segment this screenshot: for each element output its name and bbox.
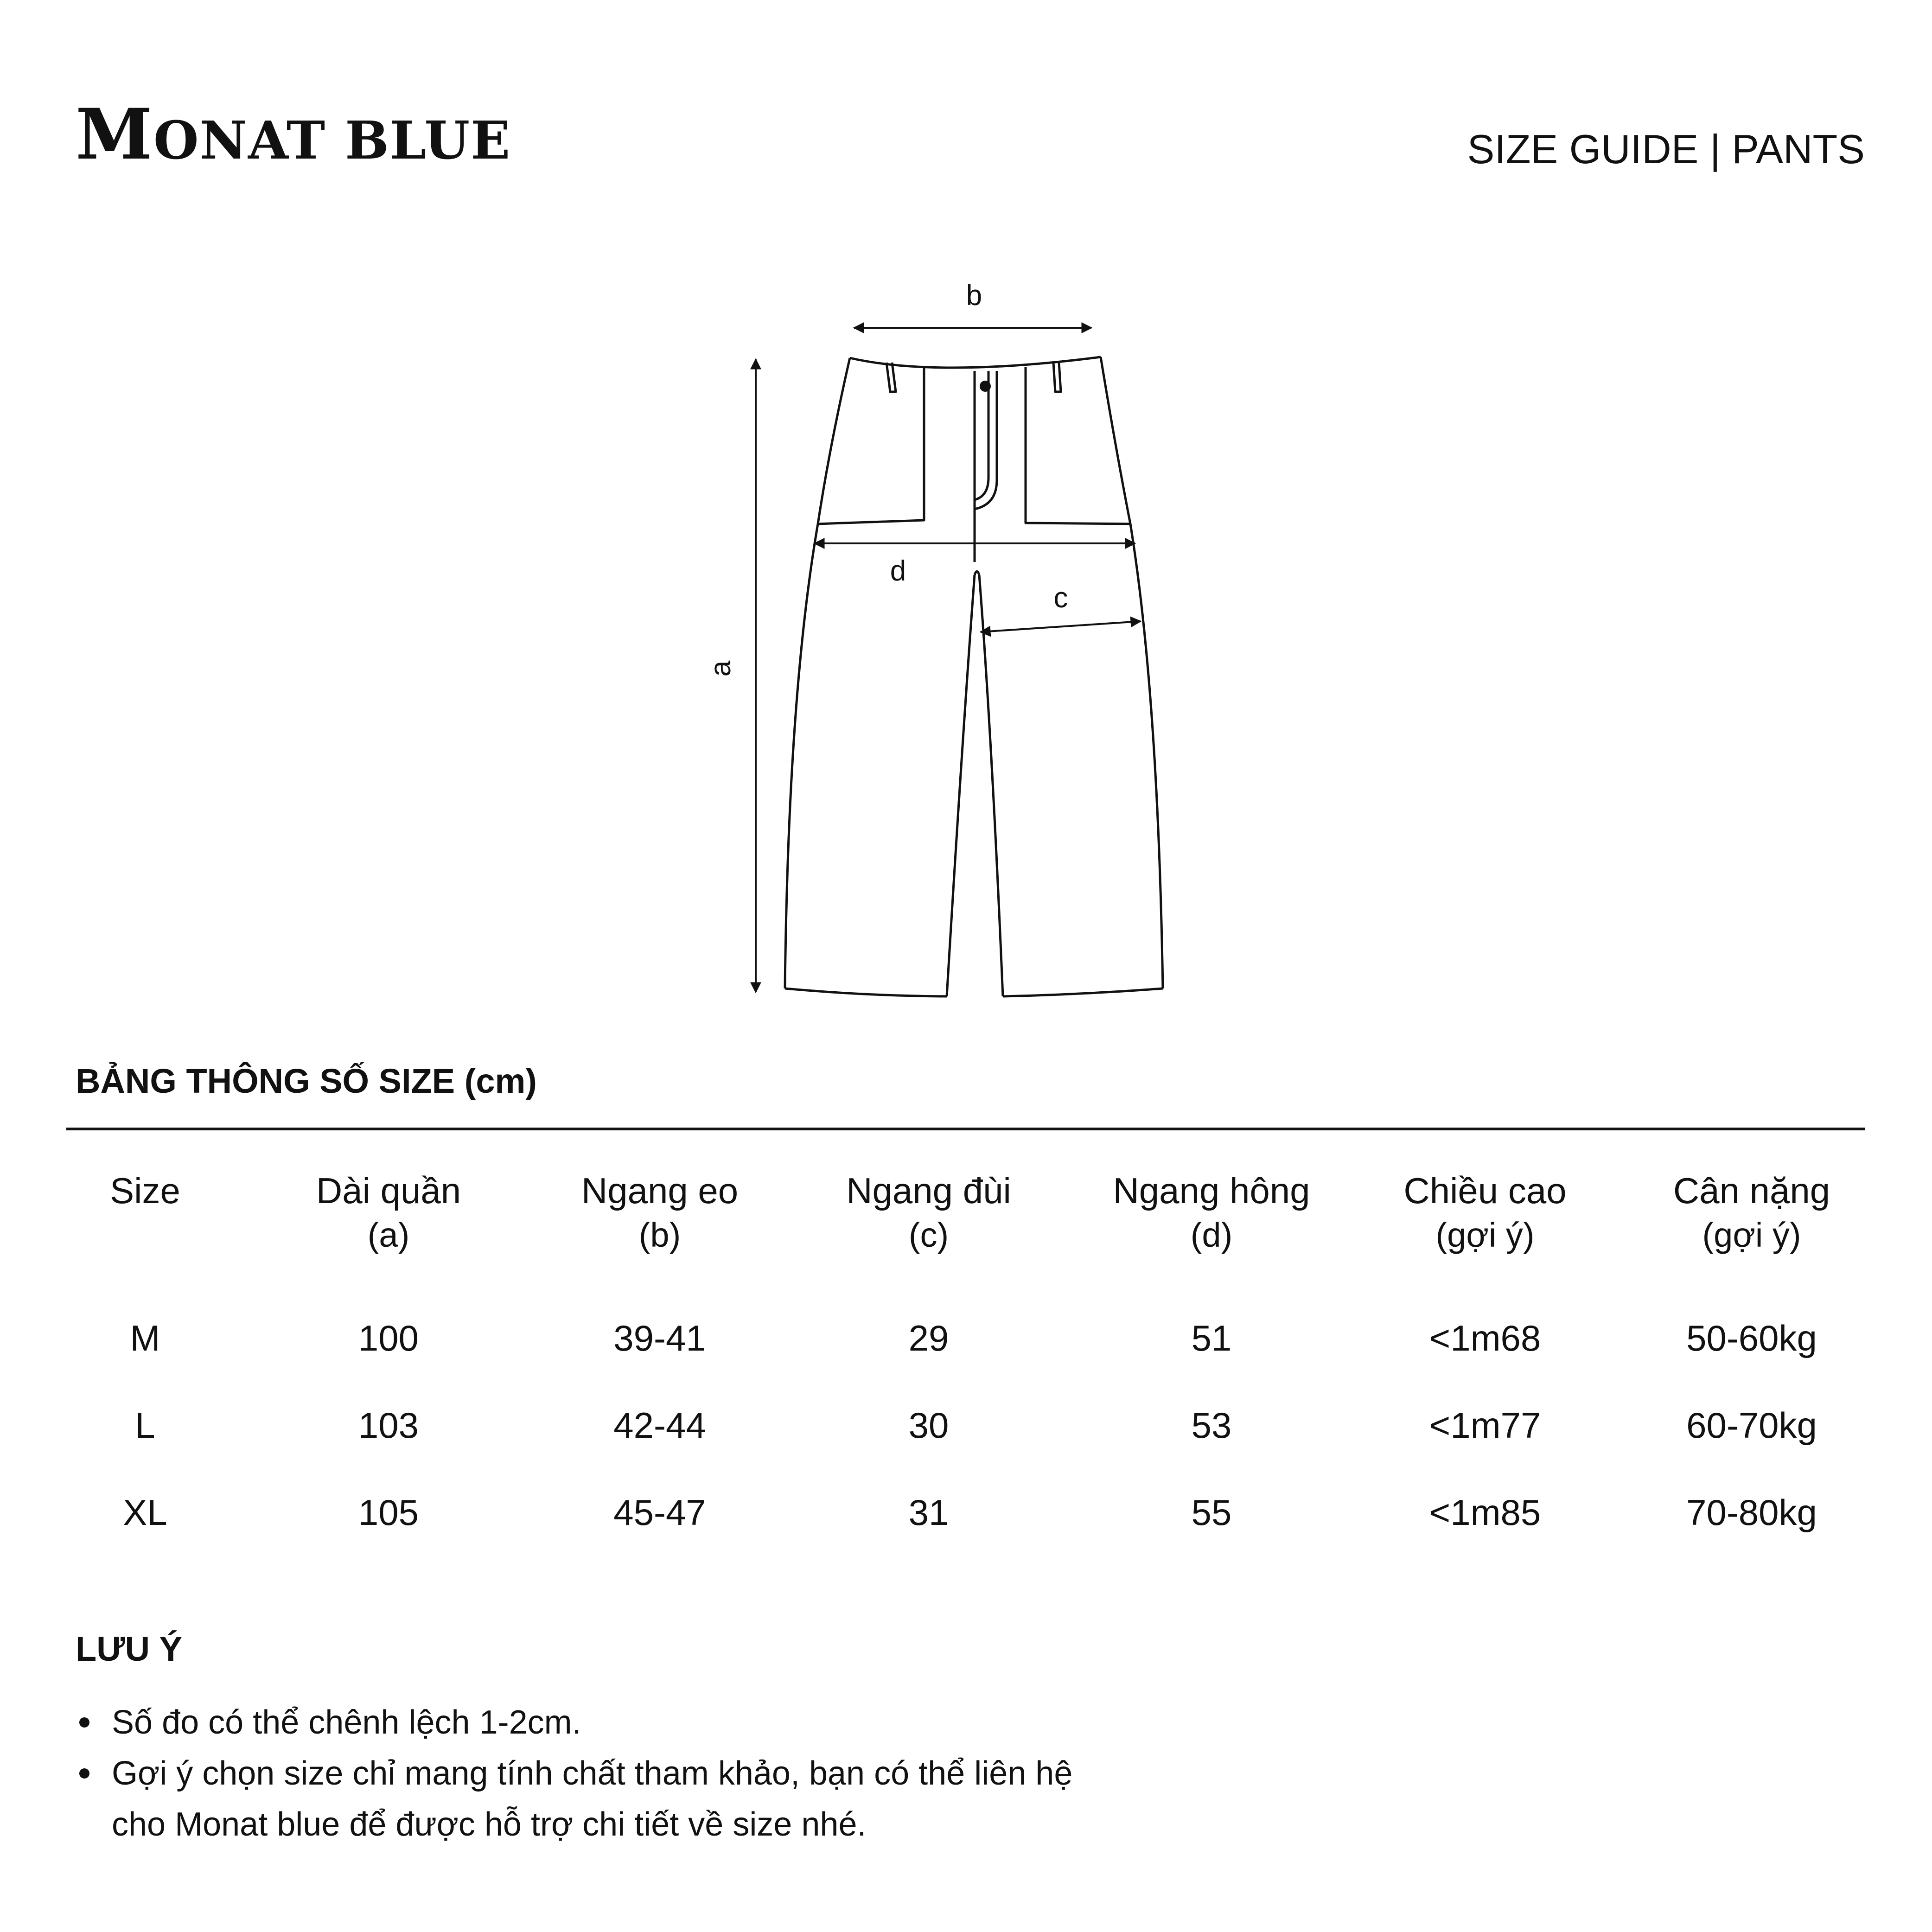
table-cell: <1m68	[1429, 1317, 1541, 1358]
dimension-b-label: b	[966, 280, 982, 312]
dimension-d-label: d	[890, 555, 906, 587]
table-cell: 29	[908, 1317, 949, 1358]
brand-rest: ONAT BLUE	[153, 110, 511, 171]
table-divider	[66, 1128, 1865, 1130]
pants-left-side	[785, 358, 850, 988]
page-title: SIZE GUIDE | PANTS	[1467, 126, 1865, 172]
column-header-waist: Ngang eo (b)	[581, 1170, 739, 1254]
table-cell: 53	[1191, 1404, 1232, 1446]
table-cell: 100	[358, 1317, 419, 1358]
pocket-left	[818, 366, 924, 524]
pants-crotch	[975, 572, 979, 575]
table-cell: 70-80kg	[1686, 1492, 1817, 1533]
note-item: Gợi ý chọn size chỉ mang tính chất tham khảo, bạn có thể liên hệ cho Monat blue để được hỗ trợ chi tiết về size nhé.	[76, 1748, 1096, 1850]
column-header-length: Dài quần (a)	[316, 1170, 461, 1254]
table-cell: 31	[908, 1492, 949, 1533]
notes-list	[76, 1697, 1096, 1850]
column-header-thigh: Ngang đùi (c)	[846, 1170, 1011, 1254]
dimension-c-line	[981, 621, 1141, 632]
pants-right-side	[1101, 357, 1163, 988]
pants-right-hem	[1003, 988, 1163, 996]
table-cell: <1m77	[1429, 1404, 1541, 1446]
brand-logo	[76, 94, 511, 175]
table-cell: 60-70kg	[1686, 1404, 1817, 1446]
pants-diagram	[668, 260, 1224, 1048]
column-header-weight: Cân nặng (gợi ý)	[1673, 1170, 1830, 1254]
bullet-icon	[79, 1717, 89, 1728]
table-cell: 30	[908, 1404, 949, 1446]
pants-left-hem	[785, 988, 947, 996]
table-cell: L	[135, 1404, 155, 1446]
belt-loop-right	[1053, 363, 1061, 392]
table-cell: 55	[1191, 1492, 1232, 1533]
note-item: Số đo có thể chênh lệch 1-2cm.	[76, 1697, 1096, 1748]
pants-right-inseam	[979, 575, 1003, 996]
size-table	[66, 1168, 1865, 1556]
pants-left-inseam	[947, 575, 975, 996]
size-table-title: BẢNG THÔNG SỐ SIZE (cm)	[76, 1062, 537, 1100]
column-header-height: Chiều cao (gợi ý)	[1403, 1170, 1567, 1254]
table-cell: 103	[358, 1404, 419, 1446]
column-header-hip: Ngang hông (d)	[1113, 1170, 1310, 1254]
table-cell: XL	[123, 1492, 167, 1533]
table-cell: 42-44	[613, 1404, 706, 1446]
table-cell: 51	[1191, 1317, 1232, 1358]
pants-button	[980, 381, 991, 392]
notes-title: LƯU Ý	[76, 1630, 182, 1668]
bullet-icon	[79, 1768, 89, 1779]
table-row	[66, 1469, 1865, 1556]
brand-initial: M	[76, 94, 154, 175]
table-cell: 50-60kg	[1686, 1317, 1817, 1358]
dimension-a-label: a	[705, 660, 737, 677]
belt-loop-left	[886, 363, 896, 392]
table-row	[66, 1382, 1865, 1469]
table-cell: 45-47	[613, 1492, 706, 1533]
column-header-size: Size	[110, 1170, 180, 1211]
table-cell: <1m85	[1429, 1492, 1541, 1533]
table-header-row	[66, 1168, 1865, 1294]
table-cell: 39-41	[613, 1317, 706, 1358]
table-cell: M	[130, 1317, 160, 1358]
table-row	[66, 1294, 1865, 1382]
dimension-c-label: c	[1053, 582, 1068, 614]
table-cell: 105	[358, 1492, 419, 1533]
